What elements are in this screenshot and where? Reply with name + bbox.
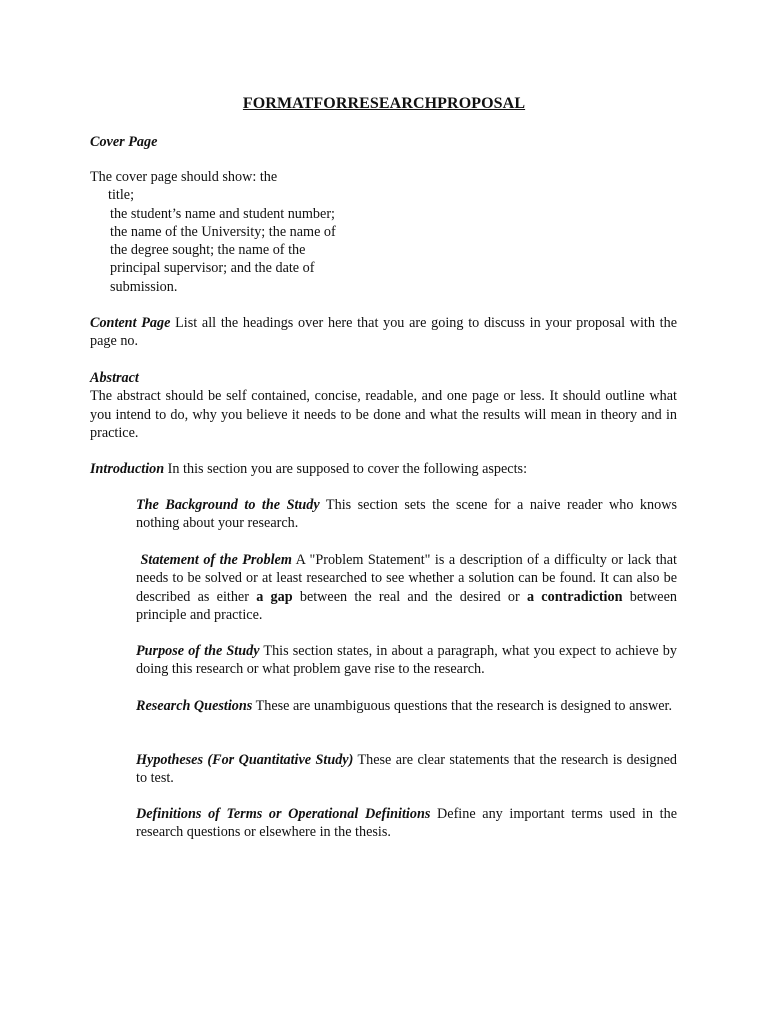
problem-bold-gap: a gap (256, 588, 293, 605)
problem-paragraph (136, 551, 677, 624)
content-page-text: List all the headings over here that you are going to discuss in your proposal with the page no. (90, 315, 678, 350)
purpose-text: This section states, in about a paragraph, what you expect to achieve by doing this research or what problem gave rise to the research. (136, 643, 677, 678)
cover-page-item: the degree sought; the name of the (110, 242, 306, 259)
cover-page-intro: The cover page should show: the (90, 169, 278, 185)
purpose-paragraph (136, 642, 677, 679)
definitions-text: Define any important terms used in the research questions or elsewhere in the thesis. (136, 806, 677, 841)
content-page-paragraph (90, 314, 677, 351)
cover-page-item: the student’s name and student number; (110, 205, 335, 222)
background-text: This section sets the scene for a naive reader who knows nothing about your research. (136, 497, 677, 532)
questions-paragraph (136, 697, 677, 715)
abstract-section (90, 369, 677, 442)
problem-heading: Statement of the Problem (140, 552, 292, 568)
questions-text: These are unambiguous questions that the research is designed to answer. (252, 698, 673, 714)
definitions-paragraph (136, 805, 677, 842)
abstract-text: The abstract should be self contained, concise, readable, and one page or less. It should outline what you intend to do, why you believe it needs to be done and what the results will mean in theory and in practice. (90, 388, 677, 441)
problem-text-3: between principle and practice. (136, 588, 677, 623)
cover-page-heading (90, 133, 677, 151)
problem-text-2: between the real and the desired or (292, 588, 527, 605)
introduction-heading: Introduction (90, 461, 165, 477)
cover-page-item: the name of the University; the name of (110, 223, 336, 240)
introduction-text: In this section you are supposed to cover the following aspects: (164, 461, 528, 477)
questions-heading: Research Questions (136, 698, 253, 714)
definitions-heading: Definitions of Terms or Operational Definitions (136, 806, 431, 822)
cover-page-item: principal supervisor; and the date of (110, 260, 315, 277)
abstract-heading: Abstract (90, 370, 139, 386)
content-page-heading: Content Page (90, 315, 171, 331)
hypotheses-heading: Hypotheses (For Quantitative Study) (136, 752, 354, 768)
background-heading: The Background to the Study (136, 497, 320, 513)
hypotheses-paragraph (136, 751, 677, 788)
document-title: FORMATFORRESEARCHPROPOSAL (242, 95, 526, 112)
purpose-heading: Purpose of the Study (136, 643, 260, 659)
cover-page-heading-text: Cover Page (90, 134, 158, 150)
background-paragraph (136, 496, 677, 533)
cover-page-section (90, 168, 677, 296)
introduction-paragraph (90, 460, 677, 478)
cover-page-item: submission. (110, 278, 178, 295)
problem-text-1: A "Problem Statement" is a description of a difficulty or lack that needs to be solved or at least researched to see whether a solution can be found. It can also be described as either (136, 552, 677, 605)
hypotheses-text: These are clear statements that the research is designed to test. (136, 752, 677, 787)
problem-bold-contradiction: a contradiction (526, 588, 623, 605)
cover-page-item: title; (108, 187, 135, 204)
